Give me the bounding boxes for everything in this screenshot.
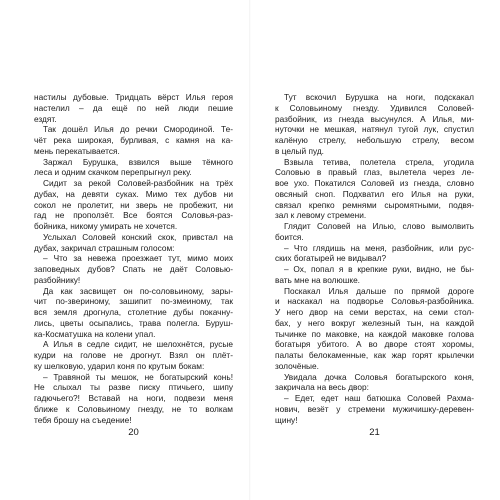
text-line: – Что глядишь на меня, разбойник, или рус- [284,242,474,253]
text-line: Услыхал Соловей конский скок, привстал на [43,231,233,242]
text-line: Взвыла тетива, полетела стрела, угодила [284,156,474,167]
text-line: гад не проползёт. Все боятся Соловья-раз- [34,210,233,221]
text-line: Заржал Бурушка, взвился выше тёмного [43,156,233,167]
text-line: закричала на весь двор: [275,382,369,393]
text-line: ближе к Соловьиному гнезду, не то волкам [34,403,233,414]
text-line: – Что за невежа проезжает тут, мимо моих [43,253,233,264]
left-page-number: 20 [128,427,139,438]
text-line: мень перекатывается. [34,145,120,156]
text-line: нович, везёт у стремени мужичишку-деревен- [275,403,474,414]
text-line: ку шелковую, ударил коня по крутым бокам: [34,360,205,371]
text-line: ка-Косматушка на колени упал. [34,328,156,339]
text-line: зал к левому стремени. [275,210,367,221]
right-page-text [275,92,474,425]
text-line: палаты белокаменные, как жар горят крылечки [275,350,474,360]
text-line: Поскакал Илья дальше по прямой дороге [284,285,474,296]
text-line: – Едет, едет наш батюшка Соловей Рахма- [284,393,474,403]
text-line: У него двор на семи верстах, на семи стол- [275,307,474,317]
text-line: Да как засвищет он по-соловьиному, зары- [43,285,233,296]
text-line: тебя брошу на съедение! [34,414,132,425]
text-line: Соловью в правый глаз, вылетела через ле- [275,167,474,178]
text-line: боится. [275,231,304,242]
text-line: заповедных дубов? Спать не даёт Соловью- [34,264,233,274]
text-line: вое ухо. Покатился Соловей из гнезда, словно [275,178,474,188]
right-page-number: 21 [369,427,380,438]
text-line: Глядит Соловей на Илью, слово вымолвить [284,221,474,231]
text-line: к Соловьиному гнезду. Удивился Соловей- [275,102,474,113]
text-line: – Ох, попал я в крепкие руки, видно, не бы- [284,264,474,274]
left-page-text [34,92,233,425]
text-line: чёт река широкая, бурливая, с камня на ка- [34,135,233,145]
text-line: тычинке по маковке, на каждой маковке голова [275,328,474,339]
text-line: щину! [275,414,298,425]
text-line: Тут вскочил Бурушка на ноги, подскакал [284,92,474,102]
text-line: Не слыхал ты разве писку птичьего, шипу [34,382,233,393]
text-line: вать мне на волюшке. [275,274,360,285]
text-line: Так дошёл Илья до речки Смородиной. Те- [43,124,233,135]
text-line: Сидит за рекой Соловей-разбойник на трёх [43,178,233,188]
text-line: А Илья в седле сидит, не шелохнётся, русые [43,339,233,350]
text-line: сокол не пролетит, ни зверь не пробежит, ни [34,199,233,210]
text-line: – Травяной ты мешок, не богатырский конь! [43,371,233,382]
text-line: гадючьего?! Вставай на ноги, подвези меня [34,393,233,403]
text-line: бойника, никому умирать не хочется. [34,221,178,231]
text-line: леса и одним скачком перепрыгнул реку. [34,167,192,178]
text-line: связал крепко ремнями сыромятными, подвя- [275,199,474,210]
text-line: дубах, закричал страшным голосом: [34,242,175,253]
text-line: в целый пуд. [275,145,324,156]
text-line: настилы дубовые. Тридцать вёрст Илья героя [34,92,233,102]
text-line: нуточки не мешкая, натянул тугой лук, спустил [275,124,474,135]
text-line: разбойник, из гнезда высунулся. А Илья, ми- [275,113,474,124]
text-line: настелил – да ещё по ней люди пешие [34,102,233,113]
text-line: чит по-звериному, зашипит по-змеиному, так [34,296,233,307]
text-line: дубах, на девяти суках. Мимо тех дубов ни [34,188,233,199]
text-line: и наскакал на подворье Соловья-разбойника. [275,296,474,307]
text-line: богатыря убитого. А во дворе стоят хоромы, [275,339,474,350]
text-line: ских богатырей не видывал? [275,253,387,264]
text-line: Увидала дочка Соловья богатырского коня, [284,371,474,382]
text-line: кудри на голове не дрогнут. Взял он плёт- [34,350,233,360]
text-line: калёную стрелу, небольшую стрелу, весом [275,135,474,145]
text-line: овсяный сноп. Подхватил его Илья на руки, [275,188,474,199]
book-gutter [249,0,251,500]
text-line: лись, цветы осыпались, трава полегла. Буруш- [34,317,233,328]
text-line: разбойнику! [34,274,81,285]
text-line: вся земля дрогнула, столетние дубы покачну- [34,307,233,317]
text-line: ездят. [34,113,57,124]
text-line: бах, у него вокруг железный тын, на каждой [275,317,474,328]
text-line: золочёные. [275,360,319,371]
